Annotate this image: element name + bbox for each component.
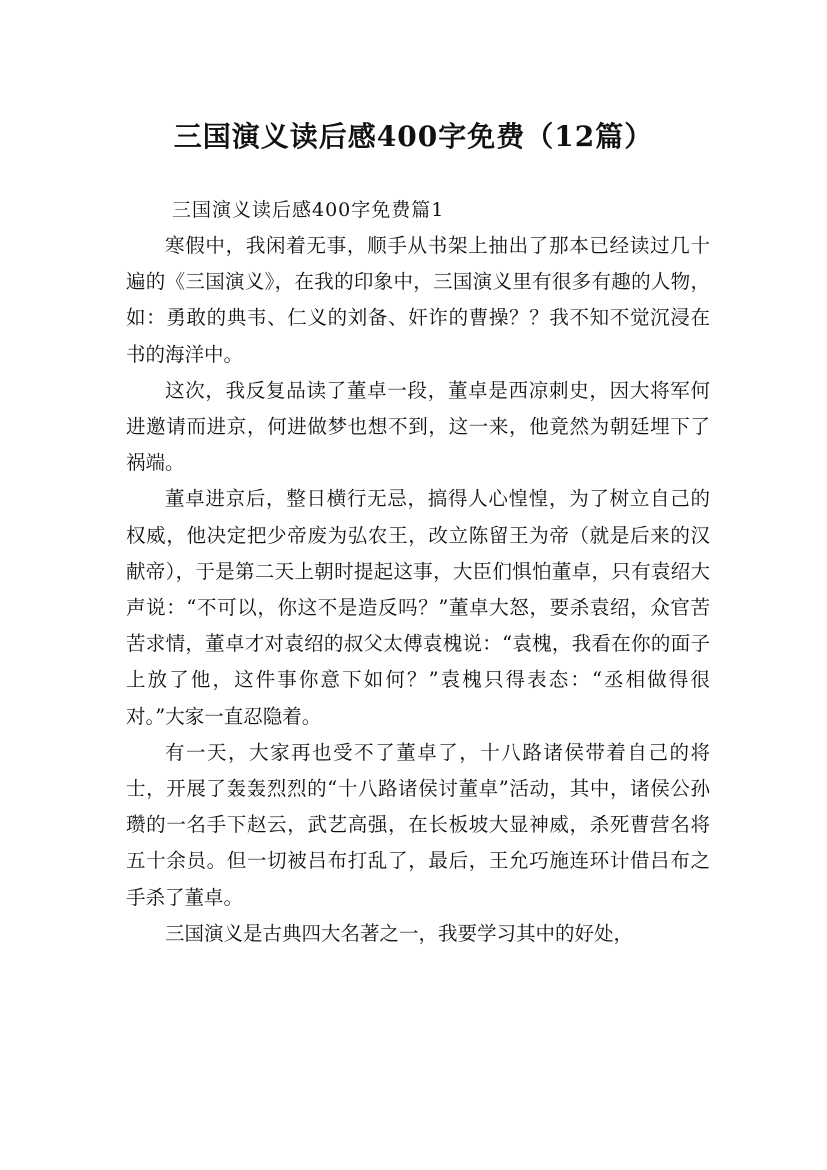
document-title: 三国演义读后感400字免费（12篇） xyxy=(173,119,654,153)
paragraph: 寒假中，我闲着无事，顺手从书架上抽出了那本已经读过几十遍的《三国演义》，在我的印象中，三国演义里有很多有趣的人物，如：勇敢的典韦、仁义的刘备、奸诈的曹操？？我不知不觉沉浸在书的海洋中。 xyxy=(126,234,710,366)
paragraph: 董卓进京后，整日横行无忌，搞得人心惶惶，为了树立自己的权威，他决定把少帝废为弘农王，改立陈留王为帝（就是后来的汉献帝），于是第二天上朝时提起这事，大臣们惧怕董卓，只有袁绍大声说：“不可以，你这不是造反吗？”董卓大怒，要杀袁绍，众官苦苦求情，董卓才对袁绍的叔父太傅袁槐说：“袁槐，我看在你的面子上放了他，这件事你意下如何？”袁槐只得表态：“丞相做得很对。”大家一直忍隐着。 xyxy=(126,487,710,728)
paragraph: 三国演义是古典四大名著之一，我要学习其中的好处， xyxy=(165,921,634,945)
document-body xyxy=(126,228,710,952)
section-heading: 三国演义读后感400字免费篇1 xyxy=(172,199,445,221)
paragraph: 这次，我反复品读了董卓一段，董卓是西凉刺史，因大将军何进邀请而进京，何进做梦也想不到，这一来，他竟然为朝廷埋下了祸端。 xyxy=(126,378,710,475)
paragraph: 有一天，大家再也受不了董卓了，十八路诸侯带着自己的将士，开展了轰轰烈烈的“十八路诸侯讨董卓”活动，其中，诸侯公孙瓒的一名手下赵云，武艺高强，在长板坡大显神威，杀死曹营名将五十余员。但一切被吕布打乱了，最后，王允巧施连环计借吕布之手杀了董卓。 xyxy=(126,740,710,909)
